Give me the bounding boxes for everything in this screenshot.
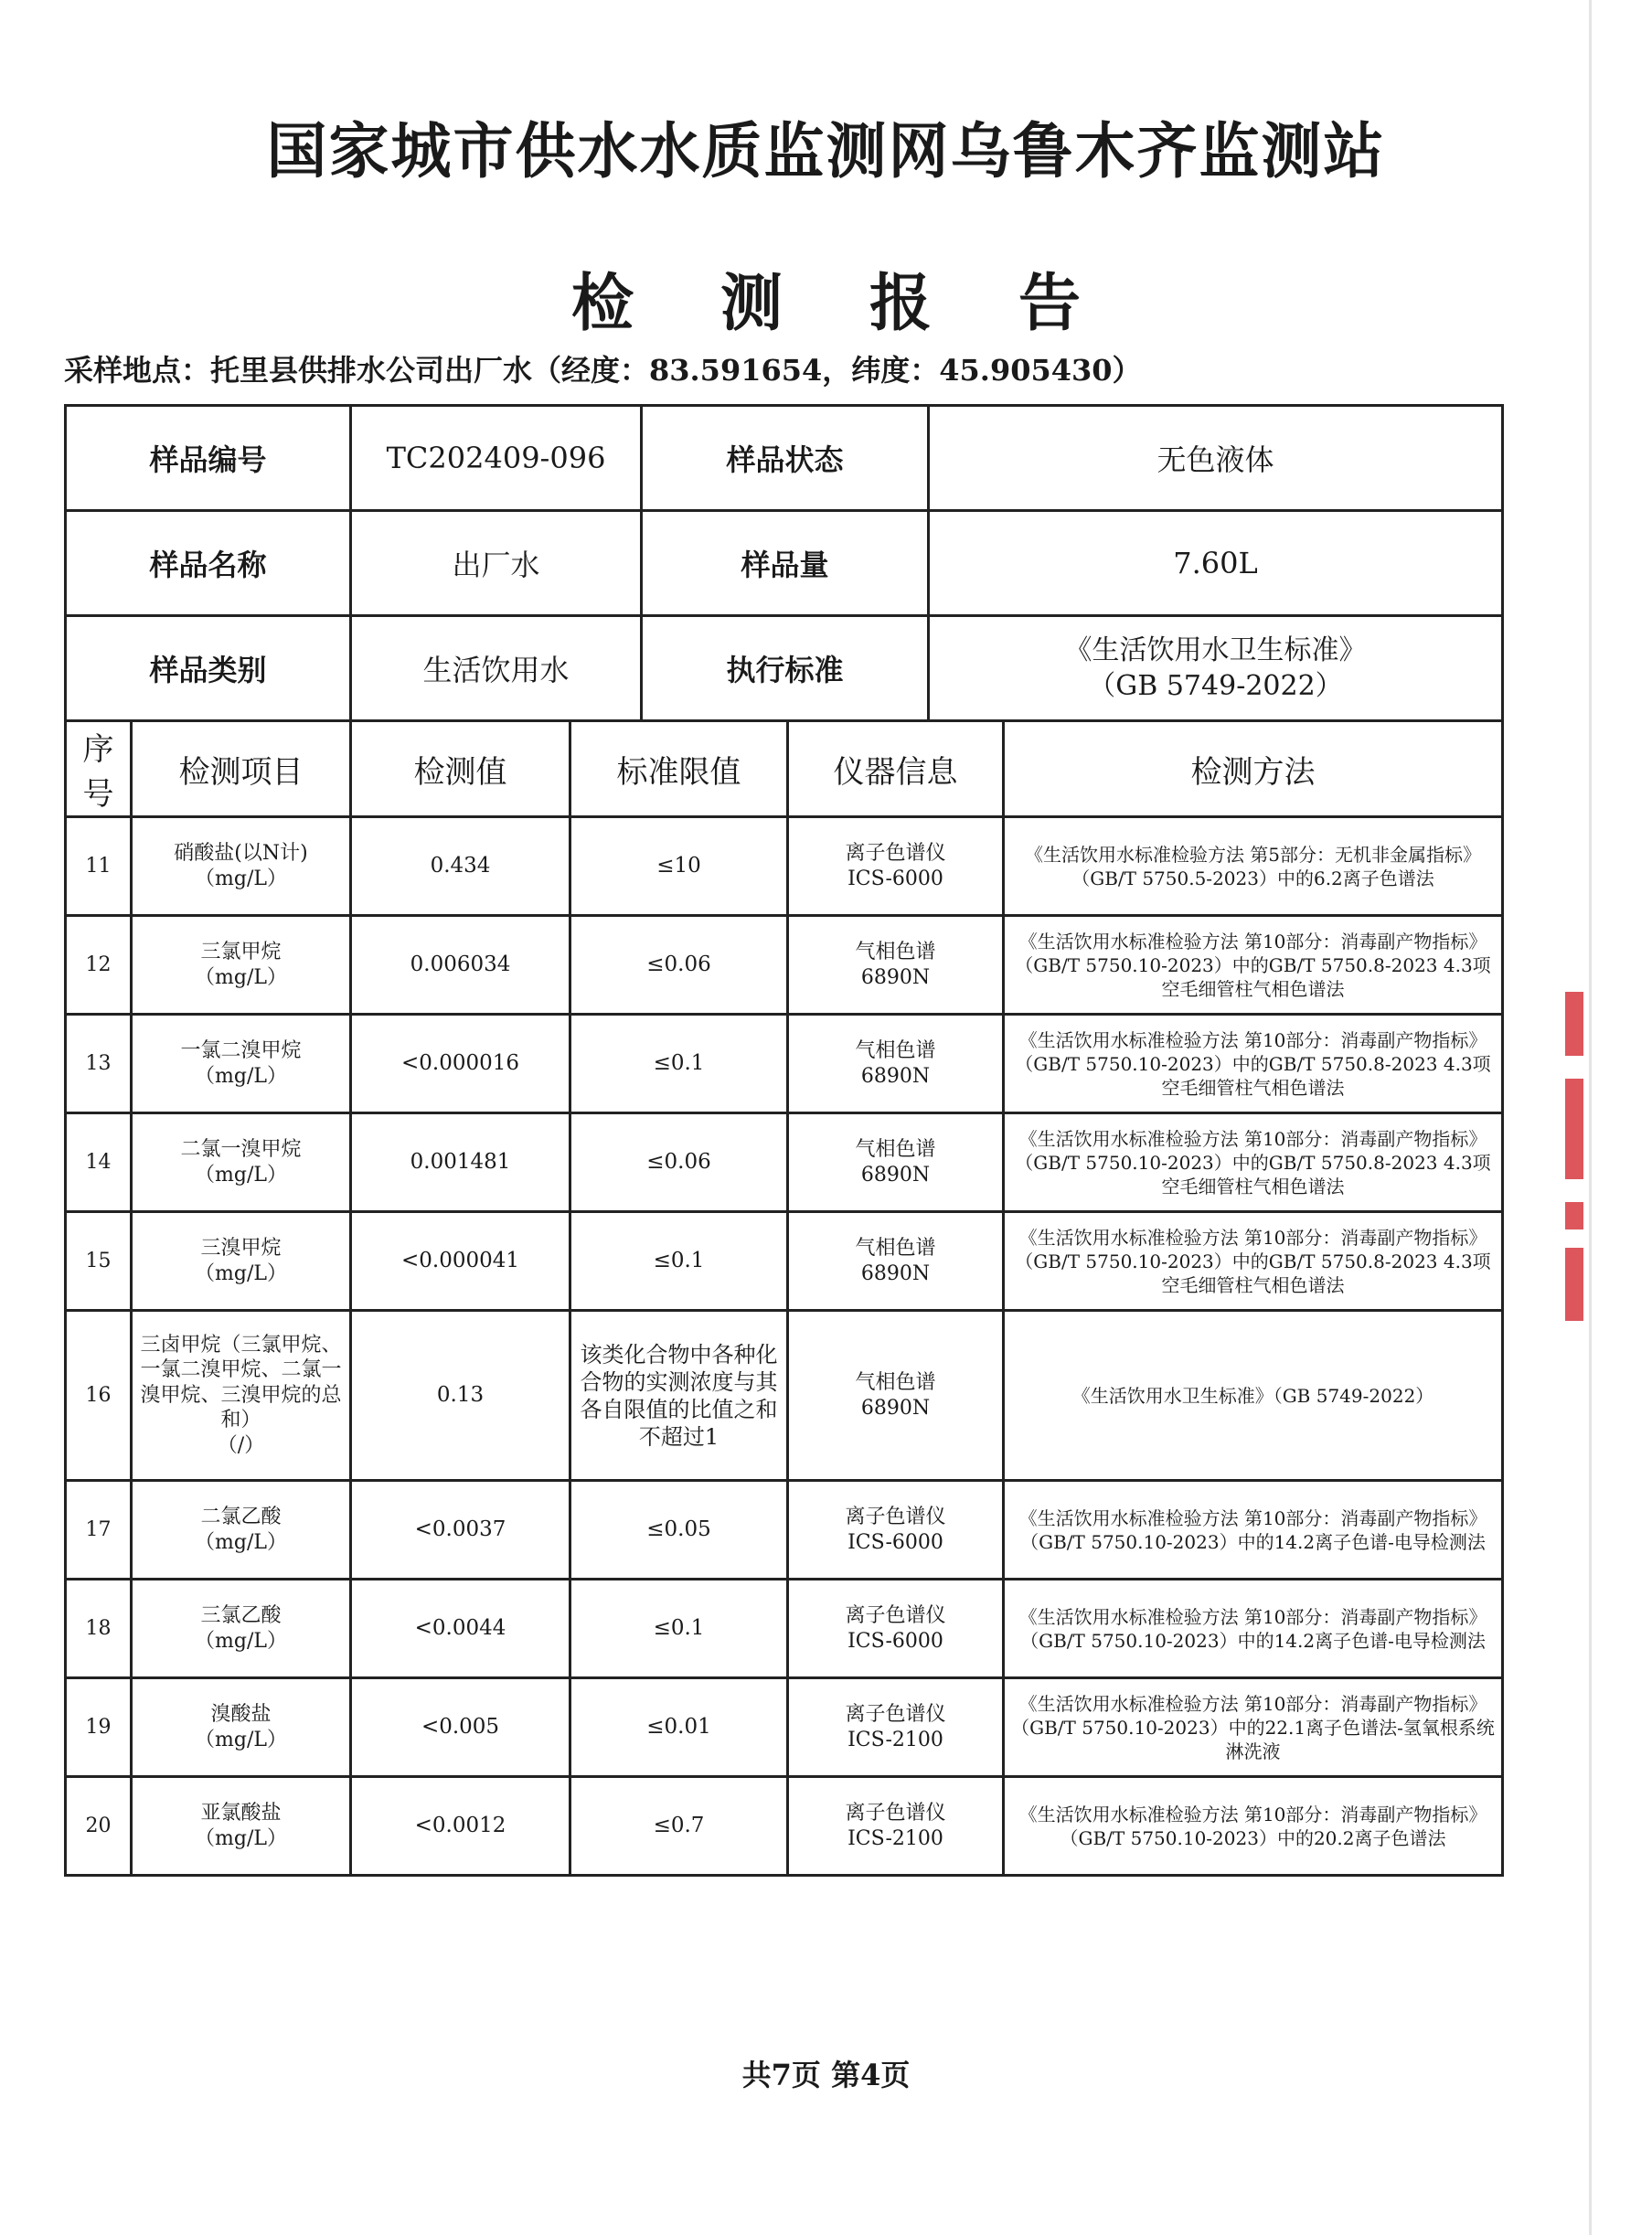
table-row: [66, 1212, 1503, 1311]
results-column-header: 序号: [66, 721, 132, 817]
sample-info-row: [66, 616, 1503, 721]
sample-info-label: 样品量: [642, 511, 929, 616]
report-tables: [64, 404, 1501, 1877]
test-value: 0.13: [351, 1311, 570, 1481]
table-row: [66, 1015, 1503, 1113]
table-row: [66, 1777, 1503, 1876]
results-column-header: 仪器信息: [788, 721, 1004, 817]
instrument-info: 离子色谱仪 ICS-6000: [788, 817, 1004, 916]
sample-info-row: [66, 511, 1503, 616]
test-item: 二氯乙酸 （mg/L）: [132, 1481, 351, 1580]
sample-info-label: 样品状态: [642, 406, 929, 511]
sample-info-value: 《生活饮用水卫生标准》 （GB 5749-2022）: [929, 616, 1503, 721]
row-number: 12: [66, 916, 132, 1015]
test-item: 溴酸盐 （mg/L）: [132, 1678, 351, 1777]
instrument-info: 离子色谱仪 ICS-2100: [788, 1777, 1004, 1876]
table-row: [66, 916, 1503, 1015]
test-method: 《生活饮用水标准检验方法 第10部分：消毒副产物指标》（GB/T 5750.10-2023）中的GB/T 5750.8-2023 4.3项空毛细管柱气相色谱法: [1004, 1015, 1503, 1113]
test-item: 三氯甲烷 （mg/L）: [132, 916, 351, 1015]
table-row: [66, 1678, 1503, 1777]
table-row: [66, 1580, 1503, 1678]
test-method: 《生活饮用水标准检验方法 第5部分：无机非金属指标》（GB/T 5750.5-2023）中的6.2离子色谱法: [1004, 817, 1503, 916]
test-item: 亚氯酸盐 （mg/L）: [132, 1777, 351, 1876]
sample-info-label: 样品名称: [66, 511, 351, 616]
results-table: [64, 719, 1504, 1877]
sample-info-label: 样品编号: [66, 406, 351, 511]
test-value: <0.0044: [351, 1580, 570, 1678]
test-method: 《生活饮用水标准检验方法 第10部分：消毒副产物指标》（GB/T 5750.10-2023）中的GB/T 5750.8-2023 4.3项空毛细管柱气相色谱法: [1004, 1113, 1503, 1212]
standard-limit: ≤0.1: [570, 1015, 788, 1113]
row-number: 19: [66, 1678, 132, 1777]
results-header-row: [66, 721, 1503, 817]
row-number: 20: [66, 1777, 132, 1876]
table-row: [66, 1481, 1503, 1580]
test-item: 三氯乙酸 （mg/L）: [132, 1580, 351, 1678]
test-item: 硝酸盐(以N计) （mg/L）: [132, 817, 351, 916]
row-number: 16: [66, 1311, 132, 1481]
standard-limit: ≤0.7: [570, 1777, 788, 1876]
instrument-info: 离子色谱仪 ICS-6000: [788, 1481, 1004, 1580]
sample-info-value: 生活饮用水: [351, 616, 642, 721]
row-number: 17: [66, 1481, 132, 1580]
test-method: 《生活饮用水卫生标准》（GB 5749-2022）: [1004, 1311, 1503, 1481]
test-item: 三卤甲烷（三氯甲烷、一氯二溴甲烷、二氯一溴甲烷、三溴甲烷的总和） （/）: [132, 1311, 351, 1481]
instrument-info: 气相色谱 6890N: [788, 916, 1004, 1015]
test-item: 三溴甲烷 （mg/L）: [132, 1212, 351, 1311]
instrument-info: 气相色谱 6890N: [788, 1212, 1004, 1311]
standard-limit: ≤0.06: [570, 916, 788, 1015]
test-method: 《生活饮用水标准检验方法 第10部分：消毒副产物指标》（GB/T 5750.10-2023）中的20.2离子色谱法: [1004, 1777, 1503, 1876]
test-value: 0.001481: [351, 1113, 570, 1212]
table-row: [66, 1311, 1503, 1481]
sample-info-value: TC202409-096: [351, 406, 642, 511]
test-value: 0.006034: [351, 916, 570, 1015]
row-number: 13: [66, 1015, 132, 1113]
row-number: 18: [66, 1580, 132, 1678]
test-method: 《生活饮用水标准检验方法 第10部分：消毒副产物指标》（GB/T 5750.10-2023）中的GB/T 5750.8-2023 4.3项空毛细管柱气相色谱法: [1004, 1212, 1503, 1311]
results-column-header: 检测方法: [1004, 721, 1503, 817]
test-method: 《生活饮用水标准检验方法 第10部分：消毒副产物指标》（GB/T 5750.10-2023）中的22.1离子色谱法-氢氧根系统淋洗液: [1004, 1678, 1503, 1777]
table-row: [66, 1113, 1503, 1212]
test-value: <0.000016: [351, 1015, 570, 1113]
instrument-info: 气相色谱 6890N: [788, 1113, 1004, 1212]
standard-limit: ≤0.05: [570, 1481, 788, 1580]
test-item: 一氯二溴甲烷 （mg/L）: [132, 1015, 351, 1113]
test-value: <0.005: [351, 1678, 570, 1777]
test-method: 《生活饮用水标准检验方法 第10部分：消毒副产物指标》（GB/T 5750.10-2023）中的14.2离子色谱-电导检测法: [1004, 1580, 1503, 1678]
instrument-info: 离子色谱仪 ICS-2100: [788, 1678, 1004, 1777]
standard-limit: ≤0.06: [570, 1113, 788, 1212]
page-number: 共7页 第4页: [741, 2058, 911, 2092]
test-value: 0.434: [351, 817, 570, 916]
instrument-info: 气相色谱 6890N: [788, 1015, 1004, 1113]
test-method: 《生活饮用水标准检验方法 第10部分：消毒副产物指标》（GB/T 5750.10-2023）中的GB/T 5750.8-2023 4.3项空毛细管柱气相色谱法: [1004, 916, 1503, 1015]
test-value: <0.0012: [351, 1777, 570, 1876]
red-seal-stamp: [1565, 992, 1593, 1321]
sample-info-value: 7.60L: [929, 511, 1503, 616]
standard-limit: 该类化合物中各种化合物的实测浓度与其各自限值的比值之和不超过1: [570, 1311, 788, 1481]
row-number: 15: [66, 1212, 132, 1311]
table-row: [66, 817, 1503, 916]
row-number: 14: [66, 1113, 132, 1212]
station-title: 国家城市供水水质监测网乌鲁木齐监测站: [266, 116, 1386, 186]
test-method: 《生活饮用水标准检验方法 第10部分：消毒副产物指标》（GB/T 5750.10-2023）中的14.2离子色谱-电导检测法: [1004, 1481, 1503, 1580]
results-column-header: 标准限值: [570, 721, 788, 817]
sample-info-table: [64, 404, 1504, 722]
standard-limit: ≤10: [570, 817, 788, 916]
standard-limit: ≤0.1: [570, 1212, 788, 1311]
test-item: 二氯一溴甲烷 （mg/L）: [132, 1113, 351, 1212]
sample-info-label: 样品类别: [66, 616, 351, 721]
test-value: <0.0037: [351, 1481, 570, 1580]
row-number: 11: [66, 817, 132, 916]
sampling-location: 采样地点：托里县供排水公司出厂水（经度：83.591654，纬度：45.905430）: [64, 353, 1142, 388]
sample-info-value: 无色液体: [929, 406, 1503, 511]
results-column-header: 检测项目: [132, 721, 351, 817]
instrument-info: 离子色谱仪 ICS-6000: [788, 1580, 1004, 1678]
report-title: 检测报告: [570, 267, 1167, 340]
instrument-info: 气相色谱 6890N: [788, 1311, 1004, 1481]
standard-limit: ≤0.01: [570, 1678, 788, 1777]
test-value: <0.000041: [351, 1212, 570, 1311]
sample-info-label: 执行标准: [642, 616, 929, 721]
standard-limit: ≤0.1: [570, 1580, 788, 1678]
results-column-header: 检测值: [351, 721, 570, 817]
sample-info-value: 出厂水: [351, 511, 642, 616]
sample-info-row: [66, 406, 1503, 511]
